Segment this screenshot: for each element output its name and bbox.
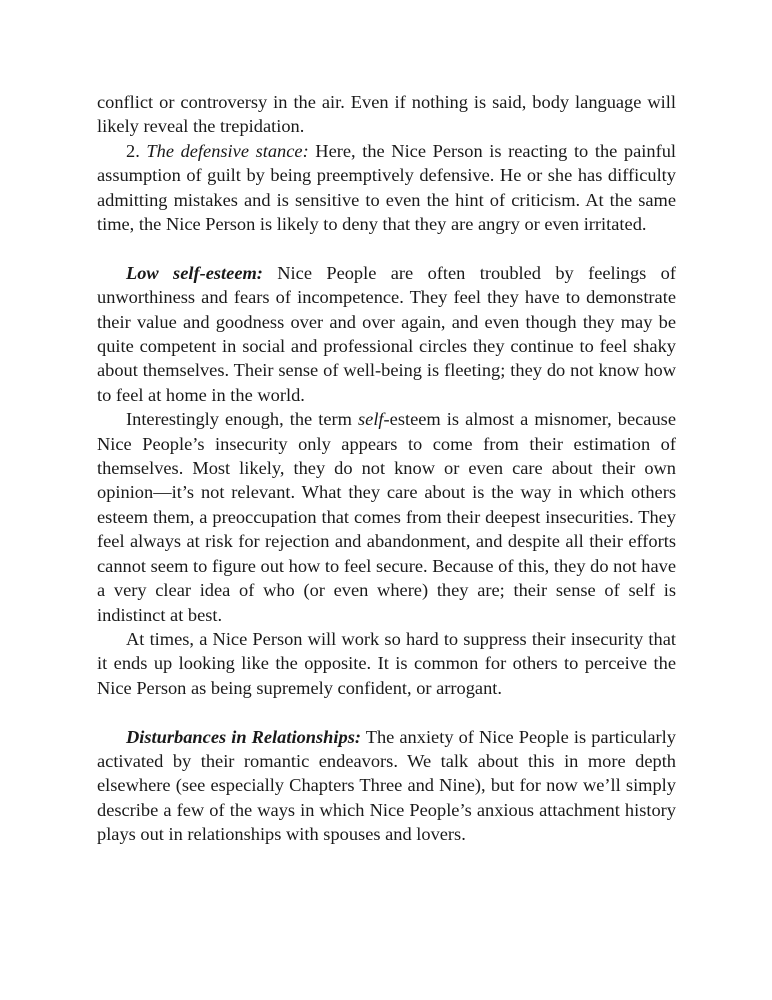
paragraph-text: The anxiety of Nice People is particularly activated by their romantic endeavors. We talk about this in more depth elsewhere (see especially Chapters Three and Nine), but for now we’ll simply describe a few of the ways in which Nice People’s anxious attachment history plays out in relationships with spouses and lovers. (97, 726, 676, 845)
paragraph-text: At times, a Nice Person will work so hard to suppress their insecurity that it ends up looking like the opposite. It is common for others to perceive the Nice Person as being supremely confident, or arrogant. (97, 628, 676, 698)
paragraph-disturbances-relationships (97, 725, 676, 847)
section-heading-disturbances: Disturbances in Relationships: (126, 726, 361, 747)
emphasis-self: self (358, 409, 384, 430)
paragraph-text: Here, the Nice Person is reacting to the painful assumption of guilt by being preemptively defensive. He or she has difficulty admitting mistakes and is sensitive to even the hint of criticism. At the same time, the Nice Person is likely to deny that they are angry or even irritated. (97, 140, 676, 235)
list-number: 2. (126, 140, 147, 161)
paragraph-low-self-esteem (97, 261, 676, 407)
document-page (97, 90, 676, 847)
term-defensive-stance: The defensive stance: (146, 140, 309, 161)
paragraph-text: conflict or controversy in the air. Even if nothing is said, body language will likely reveal the trepidation. (97, 92, 676, 137)
section-heading-low-self-esteem: Low self-esteem: (126, 262, 263, 283)
paragraph-continuation (97, 90, 676, 139)
paragraph-defensive-stance (97, 139, 676, 237)
paragraph-text-after: -esteem is almost a misnomer, because Nice People’s insecurity only appears to come from their estimation of themselves. Most likely, they do not know or even care about their own opinion—it’s not relevant. What they care about is the way in which others esteem them, a preoccupation that comes from their deepest insecurities. They feel always at risk for rejection and abandonment, and despite all their efforts cannot seem to figure out how to feel secure. Because of this, they do not have a very clear idea of who (or even where) they are; their sense of self is indistinct at best. (97, 409, 676, 625)
paragraph-text: Nice People are often troubled by feelings of unworthiness and fears of incompetence. They feel they have to demonstrate their value and goodness over and over again, and even though they may be quite competent in social and professional circles they continue to feel shaky about themselves. Their sense of well-being is fleeting; they do not know how to feel at home in the world. (97, 262, 676, 405)
paragraph-self-esteem-misnomer (97, 407, 676, 627)
paragraph-suppress-insecurity (97, 627, 676, 700)
paragraph-text-before: Interestingly enough, the term (126, 409, 358, 430)
